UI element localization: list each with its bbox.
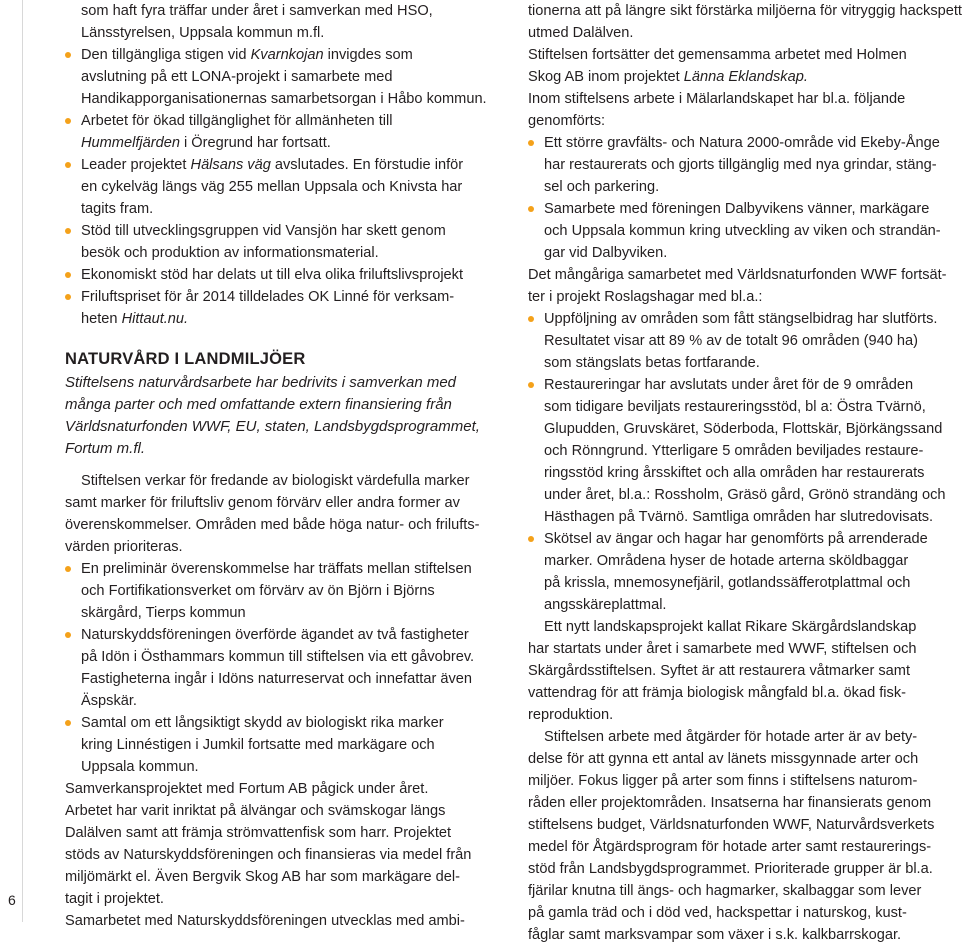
text-run: avslutades. En förstudie inför (270, 157, 464, 173)
text-line: på krissla, mnemosynefjäril, gotlandssäfferotplattmal och (544, 575, 911, 591)
text-line: på Idön i Östhammars kommun till stiftelsen via ett gåvobrev. (81, 649, 475, 665)
italic-text: Länna Eklandskap. (683, 69, 808, 85)
text-line: Ett nytt landskapsprojekt kallat Rikare Skärgårdslandskap (544, 619, 917, 635)
text-line: Naturskyddsföreningen överförde ägandet av två fastigheter (81, 627, 469, 643)
section-heading: NATURVÅRD I LANDMILJÖER (65, 350, 306, 368)
text-line (81, 44, 505, 66)
text-line: medel för Åtgärdsprogram för hotade arter samt restaurerings- (528, 839, 932, 855)
bullet-item (65, 286, 505, 330)
text-line: Skötsel av ängar och hagar har genomförts på arrenderade (544, 531, 928, 547)
text-line: överenskommelser. Områden med både höga natur- och frilufts- (65, 517, 480, 533)
text-line: och Uppsala kommun kring utveckling av viken och strandän- (544, 223, 941, 239)
text-line: stiftelsens budget, Världsnaturfonden WWF, Naturvårdsverkets (528, 817, 935, 833)
text-line: Glupudden, Gruvskäret, Söderboda, Flottskär, Björkängssand (544, 421, 943, 437)
text-line: tagit i projektet. (65, 891, 164, 907)
text-line: Arbetet har varit inriktat på älvängar och svämskogar längs (65, 803, 446, 819)
text-line: Uppsala kommun. (81, 759, 199, 775)
text-run: Leader projektet (81, 157, 191, 173)
text-line: många parter och med omfattande extern finansiering från (65, 396, 452, 413)
text-run: en cykelväg längs väg 255 mellan Uppsala och Knivsta har (81, 179, 463, 195)
text-line: miljöer. Fokus ligger på arter som finns i stiftelsens naturom- (528, 773, 918, 789)
text-line: som tidigare beviljats restaureringsstöd, bl a: Östra Tvärnö, (544, 399, 926, 415)
italic-text: Hittaut.nu. (121, 311, 189, 327)
spacer (65, 460, 505, 470)
text-run: invigdes som (323, 47, 413, 63)
text-line: och Rönngrund. Ytterligare 5 områden beviljades restaure- (544, 443, 924, 459)
text-run: Skog AB inom projektet (528, 69, 684, 85)
text-run: genomförts: (528, 113, 606, 129)
text-line: Skärgårdsstiftelsen. Syftet är att restaurera våtmarker samt (528, 663, 911, 679)
italic-text: Kvarnkojan (250, 47, 324, 63)
text-line: Samtal om ett långsiktigt skydd av biologiskt rika marker (81, 715, 444, 731)
bullet-item (528, 308, 958, 374)
text-line: En preliminär överenskommelse har träffats mellan stiftelsen (81, 561, 472, 577)
text-run: Friluftspriset för år 2014 tilldelades OK Linné för verksam- (81, 289, 455, 305)
text-line: Fastigheterna ingår i Idöns naturreservat och innefattar även (81, 671, 473, 687)
text-line: fjärilar knutna till ängs- och hagmarker, skalbaggar som lever (528, 883, 922, 899)
text-line: stöds av Naturskyddsföreningen och finansieras via medel från (65, 847, 472, 863)
text-line: ringsstöd kring årsskiftet och alla områden har restaurerats (544, 465, 925, 481)
text-line: Ett större gravfälts- och Natura 2000-område vid Ekeby-Ånge (544, 135, 940, 151)
text-line: Fortum m.fl. (65, 440, 146, 457)
page-number: 6 (8, 892, 16, 908)
text-run: Stiftelsen fortsätter det gemensamma arbetet med Holmen (528, 47, 907, 63)
bullet-item (65, 558, 505, 624)
text-line: och Fortifikationsverket om förvärv av ön Björn i Björns (81, 583, 435, 599)
text-line (81, 264, 505, 286)
text-line: som haft fyra träffar under året i samverkan med HSO, (81, 3, 433, 19)
text-run: i Öregrund har fortsatt. (179, 135, 331, 151)
text-line: kring Linnéstigen i Jumkil fortsatte med markägare och (81, 737, 435, 753)
text-line: samt marker för friluftsliv genom förvärv eller andra former av (65, 495, 460, 511)
text-line: Uppföljning av områden som fått stängselbidrag har slutförts. (544, 311, 938, 327)
text-line (81, 154, 505, 176)
bullet-item (65, 624, 505, 712)
bullet-item (65, 44, 505, 110)
text-run: Arbetet för ökad tillgänglighet för allmänheten till (81, 113, 393, 129)
text-line: sel och parkering. (544, 179, 660, 195)
bullet-item (65, 264, 505, 286)
text-run: avslutning på ett LONA-projekt i samarbete med (81, 69, 393, 85)
text-line: stöd från Landsbygdsprogrammet. Prioriterade grupper är bl.a. (528, 861, 933, 877)
text-line (81, 220, 505, 242)
text-line (528, 66, 958, 88)
text-line: ter i projekt Roslagshagar med bl.a.: (528, 289, 763, 305)
text-line (81, 308, 505, 330)
italic-text: Hummelfjärden (81, 135, 180, 151)
left-column (65, 0, 505, 932)
text-line: har restaurerats och gjorts tillgänglig med nya grindar, stäng- (544, 157, 937, 173)
text-line (528, 22, 958, 44)
text-line: marker. Områdena hyser de hotade arterna sköldbaggar (544, 553, 909, 569)
text-line: miljömärkt el. Även Bergvik Skog AB har som markägare del- (65, 869, 460, 885)
text-run: Handikapporganisationernas samarbetsorgan i Håbo kommun. (81, 91, 487, 107)
text-line: fåglar samt marksvampar som växer i s.k. kalkbarrskogar. (528, 927, 902, 943)
text-line (81, 66, 505, 88)
text-line: delse för att gynna ett antal av länets missgynnade arter och (528, 751, 919, 767)
text-line (528, 88, 958, 110)
text-line: Samarbete med föreningen Dalbyvikens vänner, markägare (544, 201, 930, 217)
text-line: Samarbetet med Naturskyddsföreningen utvecklas med ambi- (65, 913, 465, 929)
text-run: tagits fram. (81, 201, 154, 217)
text-line: Restaureringar har avslutats under året för de 9 områden (544, 377, 914, 393)
text-line: Världsnaturfonden WWF, EU, staten, Landsbygdsprogrammet, (65, 418, 480, 435)
text-line: reproduktion. (528, 707, 614, 723)
text-line: Stiftelsen verkar för fredande av biologiskt värdefulla marker (81, 473, 470, 489)
text-line: Resultatet visar att 89 % av de totalt 96 områden (940 ha) (544, 333, 918, 349)
text-line: vattendrag för att främja biologisk mångfald bl.a. ökad fisk- (528, 685, 907, 701)
text-line: under året, bl.a.: Rossholm, Gräsö gård, Grönö strandäng och (544, 487, 946, 503)
text-run: utmed Dalälven. (528, 25, 634, 41)
text-run: Stöd till utvecklingsgruppen vid Vansjön har skett genom (81, 223, 446, 239)
text-line: råden eller projektområden. Insatserna har finansierats genom (528, 795, 932, 811)
text-line (81, 176, 505, 198)
text-run: heten (81, 311, 122, 327)
text-line: angsskäreplattmal. (544, 597, 667, 613)
text-line: som stängslats betas fortfarande. (544, 355, 760, 371)
bullet-item (65, 110, 505, 154)
bullet-item (528, 528, 958, 616)
bullet-item (65, 154, 505, 220)
text-line (528, 44, 958, 66)
text-line (81, 198, 505, 220)
text-line: Äspskär. (81, 693, 137, 709)
text-line: värden prioriteras. (65, 539, 183, 555)
text-line: Samverkansprojektet med Fortum AB pågick under året. (65, 781, 429, 797)
text-line: skärgård, Tierps kommun (81, 605, 246, 621)
text-run: Inom stiftelsens arbete i Mälarlandskapet har bl.a. följande (528, 91, 906, 107)
bullet-item (65, 712, 505, 778)
text-line (81, 88, 505, 110)
text-line: Hästhagen på Tvärnö. Samtliga områden har slutredovisats. (544, 509, 934, 525)
text-line: gar vid Dalbyviken. (544, 245, 668, 261)
text-line: Stiftelsen arbete med åtgärder för hotade arter är av bety- (544, 729, 918, 745)
bullet-item (528, 374, 958, 528)
text-line: har startats under året i samarbete med WWF, stiftelsen och (528, 641, 917, 657)
text-line (81, 110, 505, 132)
text-run: tionerna att på längre sikt förstärka miljöerna för vitryggig hackspett (528, 3, 962, 19)
text-line (81, 242, 505, 264)
bullet-item (65, 220, 505, 264)
text-line: Stiftelsens naturvårdsarbete har bedrivits i samverkan med (65, 374, 457, 391)
text-line (81, 286, 505, 308)
italic-text: Hälsans väg (190, 157, 271, 173)
text-run: Ekonomiskt stöd har delats ut till elva olika friluftslivsprojekt (81, 267, 464, 283)
text-line: Länsstyrelsen, Uppsala kommun m.fl. (81, 25, 325, 41)
text-line: Dalälven samt att främja strömvattenfisk som harr. Projektet (65, 825, 452, 841)
text-line (528, 110, 958, 132)
text-run: Den tillgängliga stigen vid (81, 47, 251, 63)
right-column (528, 0, 962, 946)
text-line (81, 132, 505, 154)
text-line: på gamla träd och i död ved, hackspettar i naturskog, kust- (528, 905, 907, 921)
lead-paragraph (65, 372, 505, 460)
text-run: besök och produktion av informationsmaterial. (81, 245, 379, 261)
text-line (528, 0, 962, 22)
margin-rule (22, 0, 23, 922)
text-line: Det mångåriga samarbetet med Världsnaturfonden WWF fortsät- (528, 267, 947, 283)
bullet-item (528, 198, 958, 264)
bullet-item (528, 132, 958, 198)
